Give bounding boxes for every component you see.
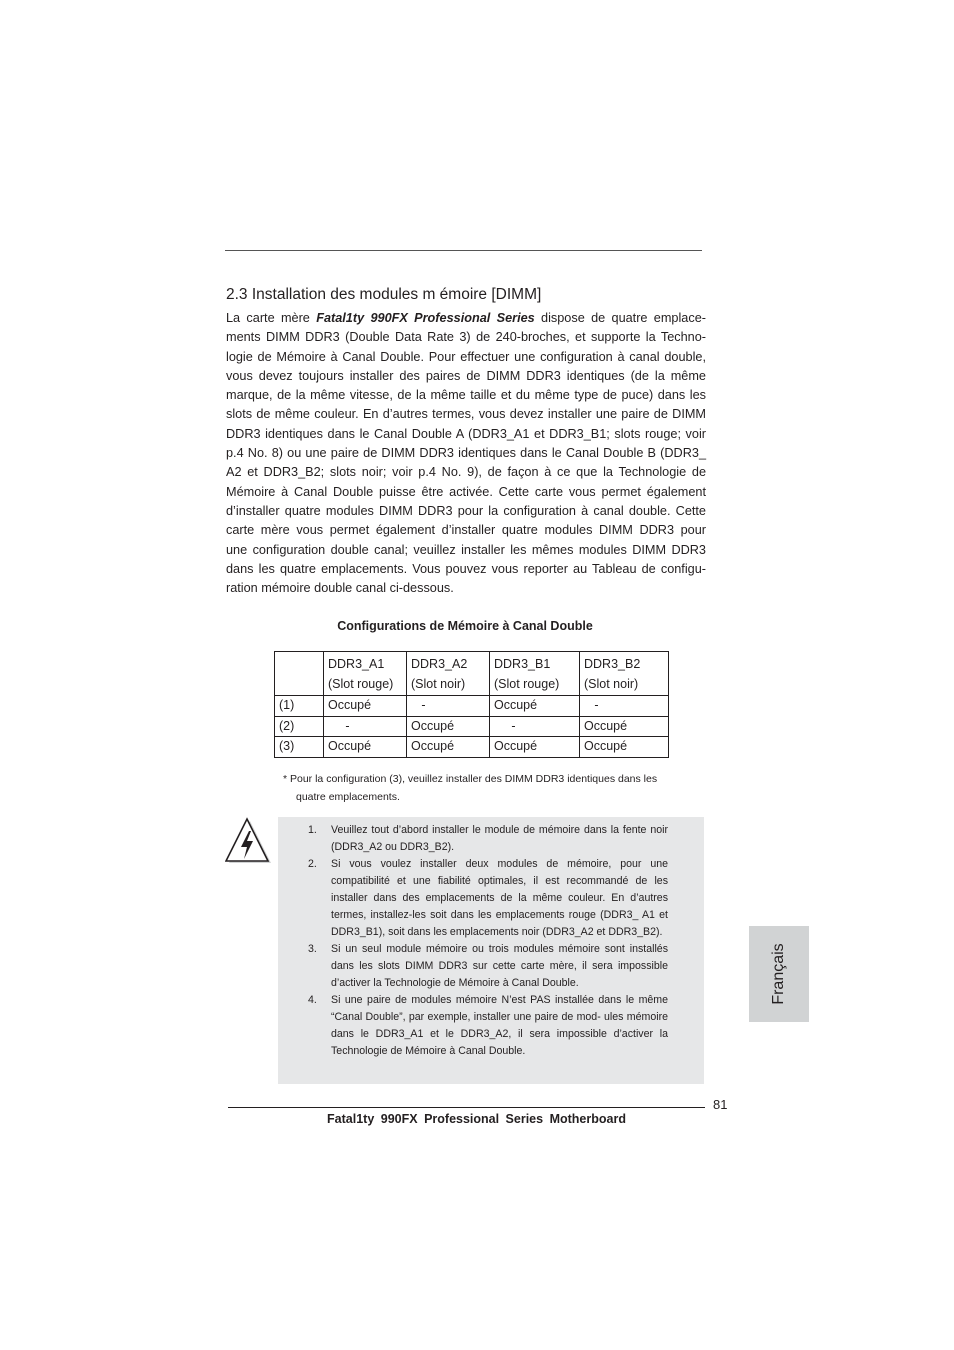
footer-title: Fatal1ty 990FX Professional Series Motherboard [327,1112,626,1126]
body-line: ration mémoire double canal ci-dessous. [226,581,454,596]
bottom-rule [228,1107,705,1108]
body-line: dans les quatre emplacements. Vous pouvez vous reporter au Tableau de configu- [226,561,706,576]
body-line: DDR3 identiques dans le Canal Double A (DDR3_A1 et DDR3_B1; slots rouge; voir [226,426,706,441]
table-cell: Occupé [490,737,580,758]
row-label: (3) [275,737,324,758]
body-line: A2 et DDR3_B2; slots noir; voir p.4 No. 9), de façon à ce que la Technologie de [226,465,706,480]
table-row [275,696,669,717]
table-cell: - [324,716,407,737]
table-cell: - [580,696,669,717]
table-caption: Configurations de Mémoire à Canal Double [337,619,593,633]
list-item: 2. Si vous voulez installer deux modules de mémoire, pour une compatibilité et une fiabilité optimales, il est recommandé de les installer dans des emplacements de la même couleur. En d’autres termes, installez-les soit dans les emplacements rouge (DDR3_ A1 et DDR3_B1), soit dans les emplacements noir (DDR3_A2 et DDR3_B2). [308,858,668,938]
section-title: 2.3 Installation des modules m émoire [DIMM] [226,286,542,303]
table-header-cell: DDR3_A1 (Slot rouge) [324,652,407,696]
body-line: Mémoire à Canal Double puisse être activée. Cette carte vous permet également [226,484,706,499]
table-row [275,737,669,758]
top-rule [225,250,702,251]
body-text [226,309,706,598]
memory-config-table [274,651,669,758]
body-line: p.4 No. 8) ou une paire de DIMM DDR3 identiques dans le Canal Double B (DDR3_ [226,446,706,461]
list-item: 3. Si un seul module mémoire ou trois modules mémoire sont installés dans les slots DIMM DDR3 sur cette carte mère, il sera impossible d’activer la Technologie de Mémoire à Canal Double. [308,943,668,989]
row-label: (1) [275,696,324,717]
table-cell: Occupé [580,737,669,758]
body-line: slots de même couleur. En d’autres termes, vous devez installer une paire de DIMM [226,407,706,422]
list-item: 4. Si une paire de modules mémoire N’est PAS installée dans le même “Canal Double”, par exemple, installer une paire de mod- ules mémoire dans le DDR3_A1 et le DDR3_A2, il sera impossible d’activer la Technologie de Mémoire à Canal Double. [308,994,668,1057]
body-line: marque, de la même vitesse, de la même taille et du même type de puce) dans les [226,388,706,403]
body-line-1: La carte mère Fatal1ty 990FX Professional Series dispose de quatre emplace- [226,311,706,325]
body-line: d’installer quatre modules DIMM DDR3 pour la configuration à canal double. Cette [226,503,706,518]
body-line: vous devez toujours installer des paires de DIMM DDR3 identiques (de la même [226,368,706,383]
language-tab-label: Français [770,943,787,1005]
table-cell: Occupé [407,737,490,758]
body-line: une configuration double canal; veuillez installer les mêmes modules DIMM DDR3 [226,542,706,557]
page-number: 81 [713,1097,728,1112]
list-item: 1. Veuillez tout d’abord installer le module de mémoire dans la fente noir (DDR3_A2 ou DDR3_B2). [308,824,668,853]
table-footnote: * Pour la configuration (3), veuillez installer des DIMM DDR3 identiques dans les quatre emplacements. [283,773,658,803]
warning-lightning-icon [225,817,273,865]
table-corner-cell [275,652,324,696]
table-cell: Occupé [324,696,407,717]
table-cell: Occupé [580,716,669,737]
body-line: logie de Mémoire à Canal Double. Pour effectuer une configuration à canal double, [226,349,706,364]
model-name: Fatal1ty 990FX Professional Series [316,311,535,325]
table-cell: Occupé [324,737,407,758]
table-row [275,716,669,737]
row-label: (2) [275,716,324,737]
notes-list [308,822,668,1060]
language-tab [749,926,809,1022]
table-header-cell: DDR3_A2 (Slot noir) [407,652,490,696]
table-cell: Occupé [490,696,580,717]
table-cell: - [490,716,580,737]
table-cell: - [407,696,490,717]
body-line: carte mère vous permet également d’installer quatre modules DIMM DDR3 pour [226,523,706,538]
body-line: ments DIMM DDR3 (Double Data Rate 3) de 240-broches, et supporte la Techno- [226,330,706,345]
notes-box [278,817,704,1084]
table-header-row [275,652,669,696]
table-header-cell: DDR3_B1 (Slot rouge) [490,652,580,696]
table-cell: Occupé [407,716,490,737]
table-header-cell: DDR3_B2 (Slot noir) [580,652,669,696]
